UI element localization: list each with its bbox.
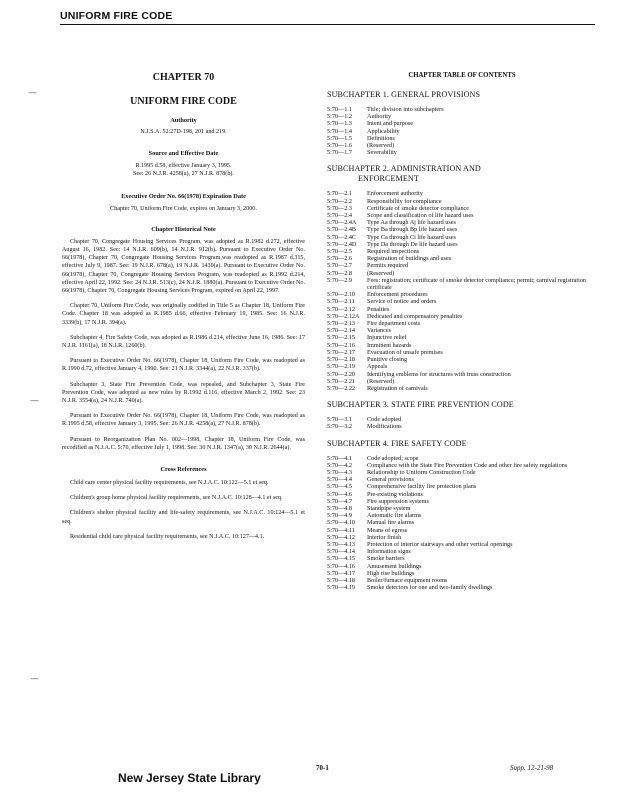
section-title: Title; division into subchapters	[367, 106, 444, 113]
toc-entry	[327, 113, 597, 120]
executive-order-heading: Executive Order No. 66(1978) Expiration Date	[121, 192, 246, 200]
section-title: Severability	[367, 149, 397, 157]
section-number: 5:70—4.13	[327, 540, 356, 548]
margin-tick-mark: —	[30, 396, 39, 406]
toc-entry	[327, 462, 597, 469]
section-number: 5:70—4.9	[327, 512, 352, 520]
section-title: Certificate of smoke detector compliance	[367, 204, 470, 212]
toc-entry	[327, 313, 597, 320]
toc-entry	[327, 205, 597, 212]
section-title: Imminent hazards	[367, 341, 412, 349]
toc-entry	[327, 385, 597, 392]
section-number: 5:70—1.1	[327, 106, 352, 113]
toc-entry	[327, 106, 597, 113]
toc-entry	[327, 320, 597, 327]
running-header: UNIFORM FIRE CODE	[60, 10, 595, 25]
toc-entry	[327, 226, 597, 233]
section-number: 5:70—4.11	[327, 526, 355, 534]
toc-entry	[327, 476, 597, 483]
section-number: 5:70—1.3	[327, 120, 352, 128]
section-title: (Reserved)	[367, 142, 395, 150]
chapter-title: UNIFORM FIRE CODE	[130, 96, 237, 107]
history-paragraph: Pursuant to Reorganization Plan No. 002—1998, Chapter 18, Uniform Fire Code, was recodified as N.J.A.C. 5:70, effective July 1, 1998. See: 30 N.J.R. 1347(a), 30 N.J.R. 2644(a).	[62, 436, 305, 451]
section-number: 5:70—4.1	[327, 454, 352, 462]
section-number: 5:70—2.11	[327, 298, 355, 306]
section-title: Applicability	[367, 127, 400, 135]
section-title: Definitions	[367, 134, 395, 142]
section-number: 5:70—2.4	[327, 212, 352, 220]
section-title: Smoke detectors for one and two-family dwellings	[367, 584, 493, 592]
section-number: 5:70—4.5	[327, 483, 352, 491]
toc-entry	[327, 190, 597, 197]
toc-entry	[327, 327, 597, 334]
section-title: Code adopted	[367, 416, 402, 424]
section-title: (Reserved)	[367, 377, 395, 385]
section-title: Smoke barriers	[367, 555, 405, 563]
section-title: Service of notice and orders	[367, 298, 437, 306]
section-title: Fire department costs	[367, 320, 421, 328]
toc-entry	[327, 455, 597, 462]
subchapter-heading-continued: ENFORCEMENT	[358, 174, 419, 184]
section-number: 5:70—4.18	[327, 576, 356, 584]
section-title: Means of egress	[367, 526, 408, 534]
section-title: Type Da through De life hazard uses	[367, 240, 458, 248]
section-number: 5:70—2.1	[327, 190, 352, 198]
section-title: Identifying emblems for structures with truss construction	[367, 370, 511, 378]
section-number: 5:70—4.4	[327, 476, 352, 484]
chapter-number: CHAPTER 70	[152, 72, 215, 83]
toc-entry	[327, 149, 597, 156]
section-title: Standpipe system	[367, 504, 411, 512]
cross-reference: Child care center physical facility requirements, see N.J.A.C. 10:122—5.1 et seq.	[70, 480, 269, 487]
toc-entry	[327, 577, 597, 584]
section-title: Enforcement authority	[367, 190, 423, 198]
section-title: Registration of buildings and uses	[367, 255, 452, 263]
section-title: Automatic fire alarms	[367, 512, 422, 520]
page-number: 70-1	[316, 764, 329, 772]
library-stamp: New Jersey State Library	[118, 771, 261, 785]
toc-entry	[327, 248, 597, 255]
section-title: Information signs	[367, 548, 411, 556]
toc-entry	[327, 349, 597, 356]
section-number: 5:70—4.8	[327, 504, 352, 512]
section-number: 5:70—2.2	[327, 197, 352, 205]
section-number: 5:70—4.15	[327, 555, 356, 563]
section-title: Pre-existing violations	[367, 490, 423, 498]
section-number: 5:70—2.4A	[327, 219, 357, 227]
toc-entry	[327, 142, 597, 149]
subchapter-heading: SUBCHAPTER 4. FIRE SAFETY CODE	[327, 438, 467, 448]
history-paragraph: Pursuant to Executive Order No. 66(1978), Chapter 18, Uniform Fire Code, was readopted as R.1995 d.58, effective January 3, 1995. See: 26 N.J.R. 4258(a), 27 N.J.R. 878(b).	[62, 413, 305, 428]
toc-entry	[327, 548, 597, 555]
section-title: Registration of carnivals	[367, 384, 428, 392]
section-number: 5:70—4.2	[327, 461, 352, 469]
section-number: 5:70—2.4B	[327, 226, 357, 234]
section-title: Evacuation of unsafe premises	[367, 348, 443, 356]
section-number: 5:70—1.5	[327, 134, 352, 142]
authority-heading: Authority	[170, 117, 197, 124]
section-number: 5:70—3.2	[327, 423, 352, 431]
section-title: Interior finish	[367, 533, 402, 541]
section-title: General provisions	[367, 476, 414, 484]
section-title: Relationship to Uniform Construction Code	[367, 468, 476, 476]
toc-entry	[327, 378, 597, 385]
section-title: Code adopted; scope	[367, 454, 419, 462]
source-heading: Source and Effective Date	[148, 150, 219, 158]
section-number: 5:70—2.20	[327, 370, 356, 378]
toc-entry	[327, 505, 597, 512]
toc-entry	[327, 198, 597, 205]
section-number: 5:70—4.19	[327, 584, 356, 592]
section-number: 5:70—4.16	[327, 562, 356, 570]
toc-entry	[327, 498, 597, 505]
toc-entry	[327, 334, 597, 341]
subchapter-heading: SUBCHAPTER 1. GENERAL PROVISIONS	[327, 90, 481, 99]
section-number: 5:70—2.6	[327, 255, 352, 263]
section-number: 5:70—2.16	[327, 341, 356, 349]
supplement-date: Supp. 12-21-98	[510, 764, 554, 772]
section-number: 5:70—2.3	[327, 204, 352, 212]
cross-reference: Residential child care physical facility requirements, see N.J.A.C. 10:127—4.1.	[70, 533, 265, 540]
section-title: Fire suppression systems	[367, 497, 429, 505]
section-title: Required inspections	[367, 248, 420, 256]
toc-entry	[327, 416, 597, 423]
section-number: 5:70—4.17	[327, 569, 356, 577]
toc-entry	[327, 519, 597, 526]
section-title: Type Ca through Ci life hazard uses	[367, 233, 456, 241]
section-number: 5:70—2.10	[327, 291, 356, 299]
section-title: Responsibility for compliance	[367, 197, 442, 205]
history-paragraph: Pursuant to Executive Order No. 66(1978), Chapter 18, Uniform Fire Code, was readopted as R.1990 d.72, effective January 4, 1990. See: 21 N.J.R. 3344(a), 22 N.J.R. 337(b).	[62, 358, 305, 373]
section-title: Permits required	[367, 262, 409, 270]
toc-entry	[327, 241, 597, 248]
authority-text: N.J.S.A. 52:27D-198, 201 and 219.	[140, 129, 227, 135]
section-title: Injunctive relief	[367, 334, 407, 342]
section-number: 5:70—2.4C	[327, 233, 357, 241]
section-number: 5:70—2.12	[327, 305, 356, 313]
section-title: Authority	[367, 113, 392, 121]
section-title: Boiler/furnace equipment rooms	[367, 576, 448, 584]
toc-entry	[327, 584, 597, 591]
section-number: 5:70—2.21	[327, 377, 356, 385]
toc-entry	[327, 234, 597, 241]
toc-entry	[327, 356, 597, 363]
section-number: 5:70—4.6	[327, 490, 352, 498]
section-number: 5:70—2.14	[327, 327, 356, 335]
toc-entry	[327, 555, 597, 562]
margin-tick-mark: —	[30, 674, 39, 684]
section-title: Comprehensive facility fire protection plans	[367, 483, 477, 491]
subchapter-heading: SUBCHAPTER 3. STATE FIRE PREVENTION CODE	[327, 400, 514, 410]
toc-entry	[327, 563, 597, 570]
section-number: 5:70—1.4	[327, 127, 352, 135]
section-number: 5:70—2.12A	[327, 312, 360, 320]
section-title: Appeals	[367, 363, 388, 371]
history-paragraph: Chapter 70, Congregate Housing Services Program, was adopted as R.1982 d.272, effective August 16, 1982. See: 14 N.J.R. 609(b), 14 N.J.R. 912(b). Pursuant to Executive Order No. 66(1978), Chapter 70, Congregate Housing Services Program,was readopted as R.1987 d.315, effective July 9, 1987. See: 19 N.J.R. 678(a), 19 N.J.R. 1430(a). Pursuant to Executive Order No. 66(1978), Chapter 70, Congregate Housing Services Program, was readopted as R.1992 d.214, effective April 22, 1992. See: 24 N.J.R. 513(c), 24 N.J.R. 1880(a). Pursuant to Executive Order No. 66(1978), Chapter 70, Congregate Housing Services Program, expired on April 22, 1997.	[62, 238, 305, 295]
toc-entry	[327, 541, 597, 548]
section-number: 5:70—2.7	[327, 262, 352, 270]
section-title: Amusement buildings	[367, 562, 422, 570]
cross-reference: Children's shelter physical facility and life-safety requirements, see N.J.A.C. 10:124—5.1 et seq.	[62, 510, 305, 525]
toc-entry	[327, 570, 597, 577]
section-title: Fees: registration; certificate of smoke detector compliance; permit; carnival registration certificate	[367, 276, 587, 292]
section-number: 5:70—2.4D	[327, 240, 357, 248]
toc-entry	[327, 423, 597, 430]
section-number: 5:70—4.14	[327, 548, 356, 556]
toc-entry	[327, 270, 597, 277]
section-number: 5:70—2.18	[327, 356, 356, 364]
toc-title: CHAPTER TABLE OF CONTENTS	[408, 72, 516, 79]
section-number: 5:70—3.1	[327, 416, 352, 424]
toc-entry	[327, 277, 597, 291]
toc-entry	[327, 483, 597, 490]
toc-entry	[327, 298, 597, 305]
section-number: 5:70—4.12	[327, 533, 356, 541]
section-number: 5:70—2.22	[327, 384, 356, 392]
section-number: 5:70—1.7	[327, 149, 352, 157]
toc-entry	[327, 469, 597, 476]
executive-order-text: Chapter 70, Uniform Fire Code, expires on January 3, 2000.	[110, 205, 257, 212]
section-title: High rise buildings	[367, 569, 415, 577]
section-number: 5:70—2.15	[327, 334, 356, 342]
section-title: Type Aa through Aj life hazard uses	[367, 219, 456, 227]
section-title: Compliance with the State Fire Prevention Code and other fire safety regulations	[367, 461, 568, 469]
toc-entry	[327, 363, 597, 370]
toc-entry	[327, 212, 597, 219]
section-title: Dedicated and compensatory penalties	[367, 312, 463, 320]
toc-entry	[327, 219, 597, 226]
section-number: 5:70—2.9	[327, 276, 352, 284]
section-number: 5:70—1.6	[327, 142, 352, 150]
cross-references-heading: Cross References	[160, 466, 207, 474]
section-number: 5:70—4.3	[327, 468, 352, 476]
toc-entry	[327, 527, 597, 534]
section-title: Scope and classification of life hazard uses	[367, 212, 474, 220]
section-title: Penalties	[367, 305, 390, 313]
toc-entry	[327, 534, 597, 541]
toc-entry	[327, 255, 597, 262]
section-title: Modifications	[367, 423, 402, 431]
margin-tick-mark: —	[28, 88, 37, 98]
source-text-1: R.1995 d.58, effective January 3, 1995.	[135, 163, 232, 170]
history-heading: Chapter Historical Note	[151, 225, 216, 233]
section-number: 5:70—2.13	[327, 320, 356, 328]
section-number: 5:70—1.2	[327, 113, 352, 121]
history-paragraph: Chapter 70, Uniform Fire Code, was originally codified in Title 5 as Chapter 18, Uniform Fire Code. Chapter 18 was adopted as R.1985 d.66, effective February 19, 1985. See: 16 N.J.R. 3339(b), 17 N.J.R. 394(a).	[62, 303, 305, 326]
section-title: Enforcement procedures	[367, 291, 428, 299]
toc-entry	[327, 491, 597, 498]
subchapter-heading: SUBCHAPTER 2. ADMINISTRATION AND	[327, 164, 481, 174]
section-number: 5:70—2.19	[327, 363, 356, 371]
section-title: (Reserved)	[367, 269, 395, 277]
section-number: 5:70—4.7	[327, 497, 352, 505]
toc-entry	[327, 512, 597, 519]
left-column	[62, 70, 305, 541]
toc-entry	[327, 291, 597, 298]
section-number: 5:70—2.17	[327, 348, 356, 356]
toc-entry	[327, 135, 597, 142]
toc-entry	[327, 120, 597, 127]
section-number: 5:70—2.8	[327, 269, 352, 277]
toc-entry	[327, 306, 597, 313]
section-number: 5:70—4.10	[327, 519, 356, 527]
section-title: Manual fire alarms	[367, 519, 415, 527]
source-text-2: See: 26 N.J.R. 4258(a), 27 N.J.R. 878(b).	[133, 171, 234, 178]
toc-entry	[327, 128, 597, 135]
section-title: Variances	[367, 327, 392, 335]
toc-entry	[327, 262, 597, 269]
section-title: Protection of interior stairways and other vertical openings	[367, 540, 513, 548]
toc-entry	[327, 371, 597, 378]
section-number: 5:70—2.5	[327, 248, 352, 256]
section-title: Punitive closing	[367, 356, 408, 364]
history-paragraph: Subchapter 4, Fire Safety Code, was adopted as R.1986 d.214, effective June 16, 1986. See: 17 N.J.R. 1161(a), 18 N.J.R. 1260(b).	[62, 334, 305, 350]
section-title: Intent and purpose	[367, 120, 414, 128]
table-of-contents	[327, 70, 597, 591]
cross-reference: Children's group home physical facility requirements, see N.J.A.C. 10:128—4.1 et seq.	[70, 495, 283, 502]
history-paragraph: Subchapter 3, State Fire Prevention Code, was repealed, and Subchapter 3, State Fire Prevention Code, was adopted as new rules by R.1992 d.116, effective March 2, 1992. See: 23 N.J.R. 3554(a), 24 N.J.R. 740(a).	[62, 381, 305, 405]
section-title: Type Ba through Bp life hazard uses	[367, 226, 458, 234]
toc-entry	[327, 342, 597, 349]
